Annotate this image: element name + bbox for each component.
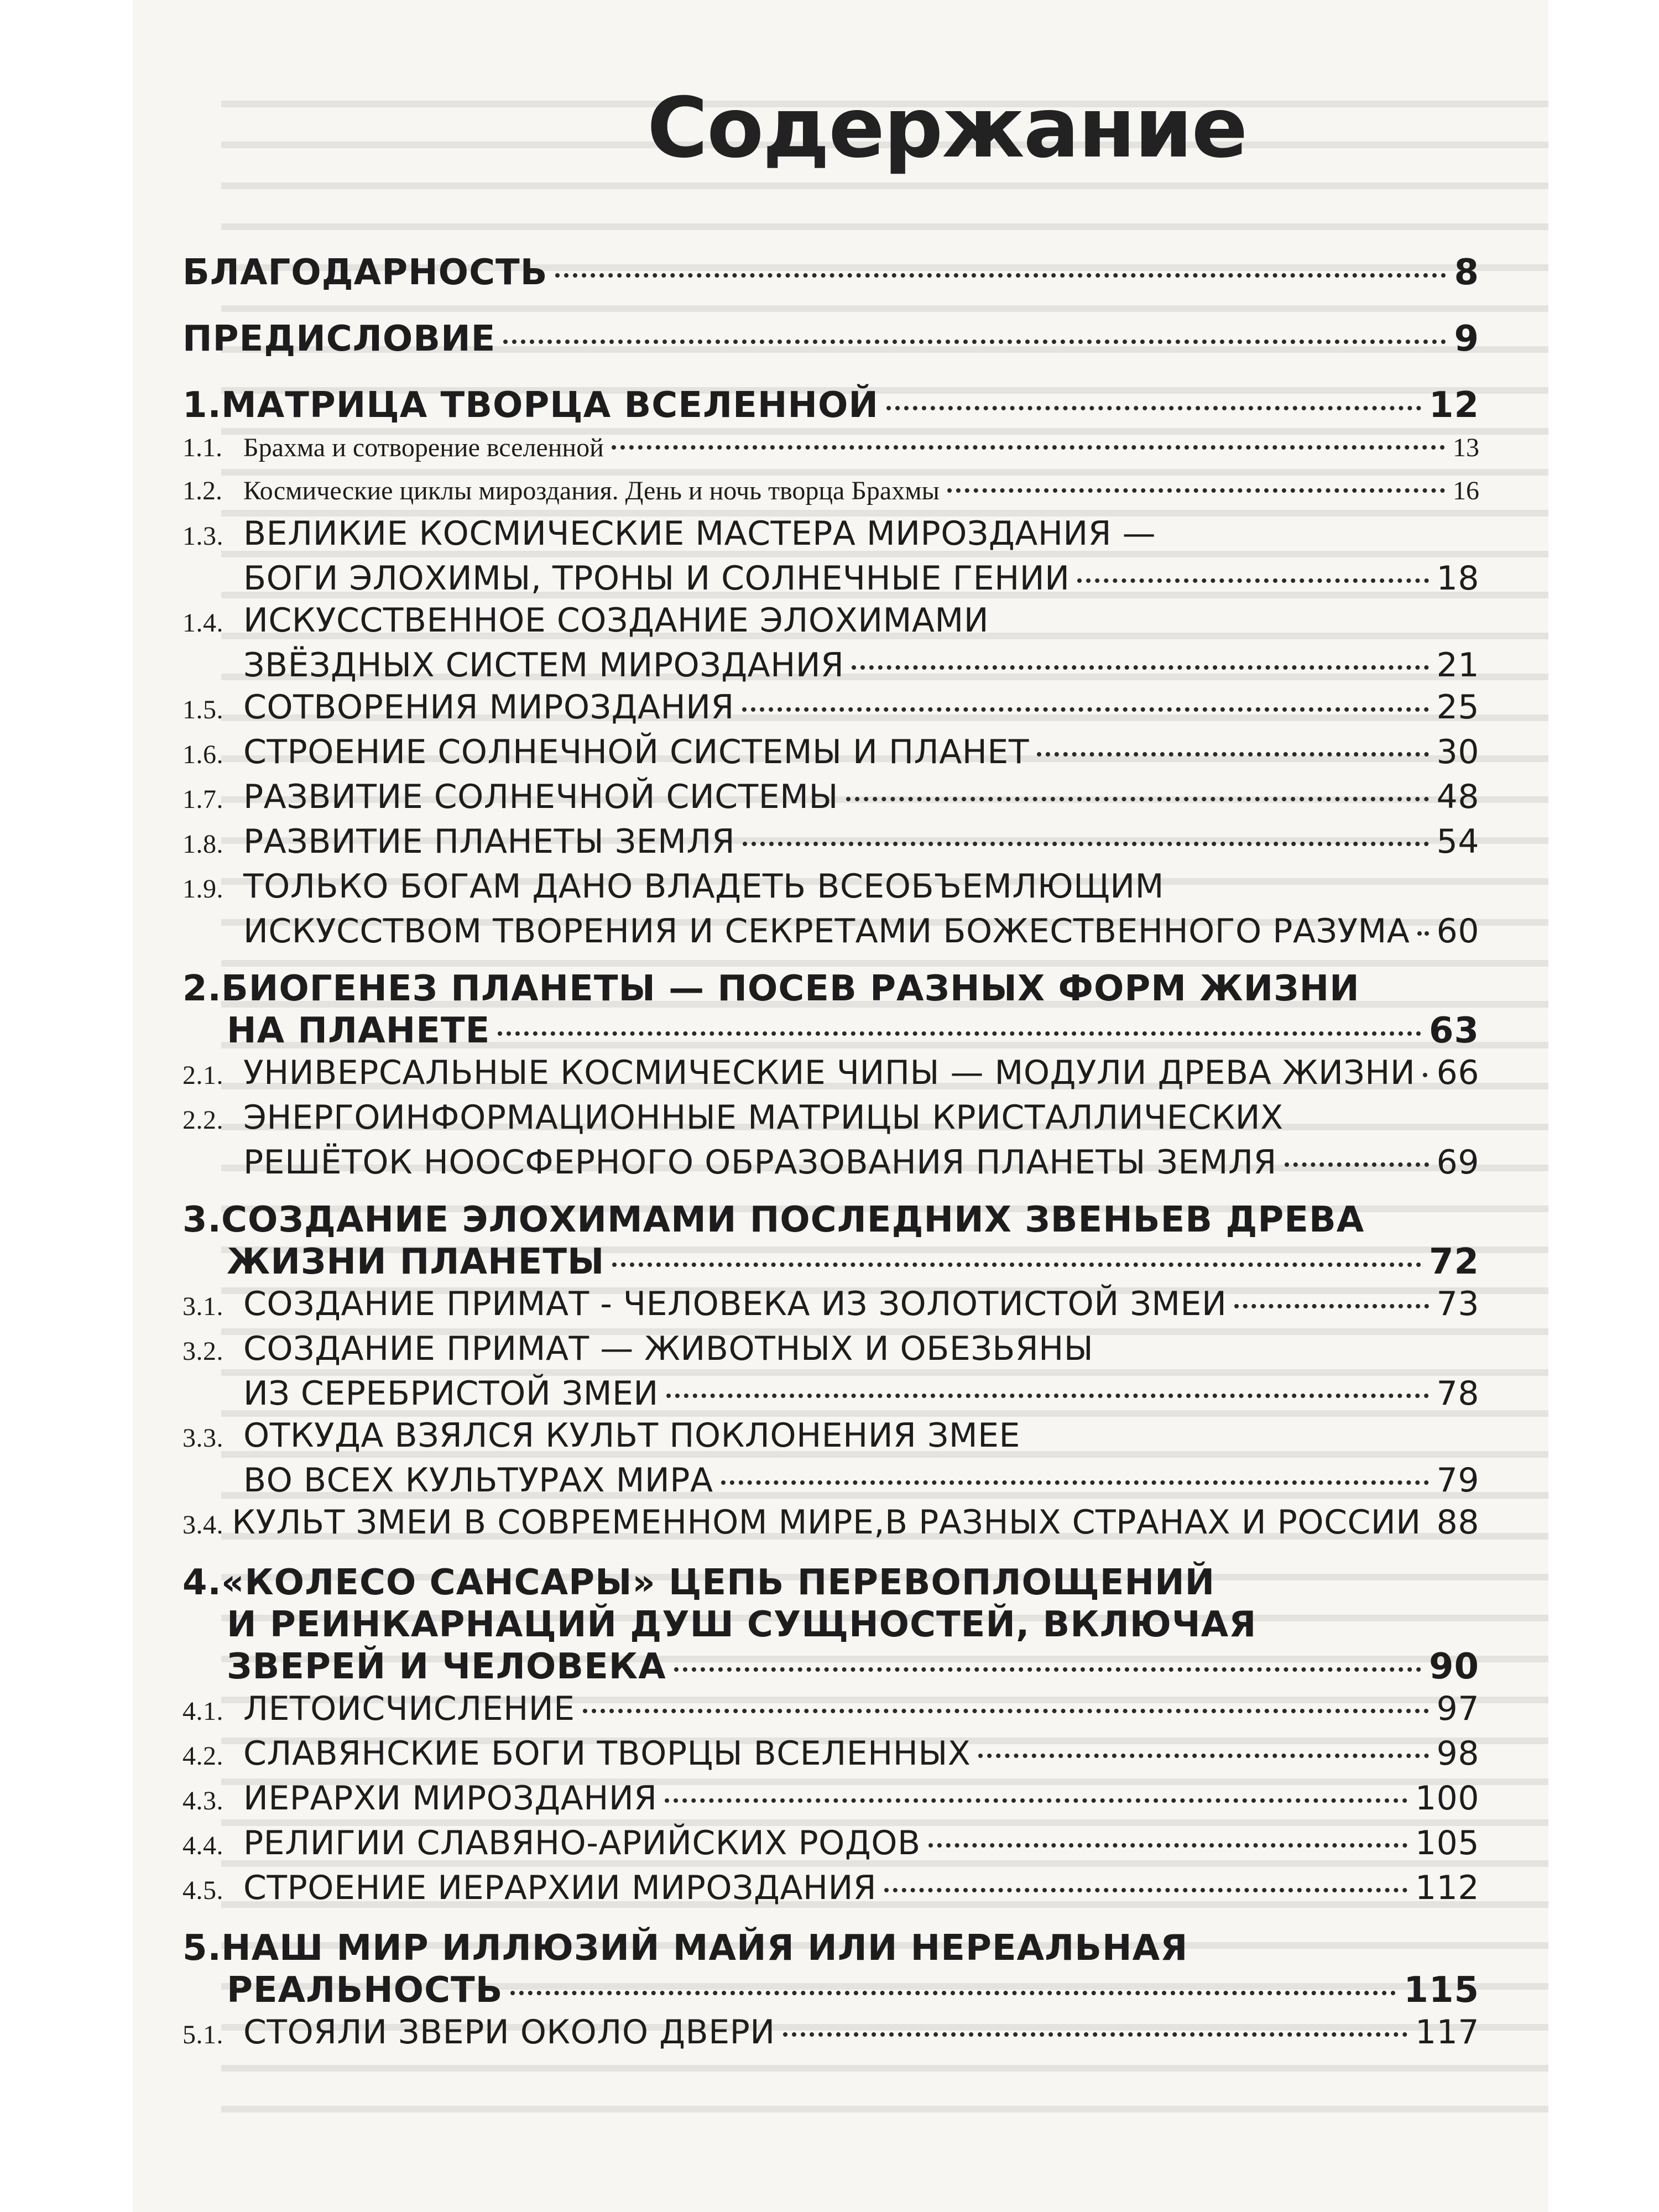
toc-page-number: 117 [1415, 2013, 1479, 2052]
toc-page-number: 105 [1415, 1824, 1479, 1863]
toc-number: 4.2. [182, 1741, 223, 1771]
toc-entry-title-line: ЭНЕРГОИНФОРМАЦИОННЫЕ МАТРИЦЫ КРИСТАЛЛИЧЕСКИХ [243, 1098, 1284, 1137]
toc-number: 1.2. [182, 476, 222, 505]
toc-page-number: 88 [1436, 1503, 1479, 1542]
toc-section-continuation [182, 910, 1479, 952]
toc-number: 4.3. [182, 1786, 223, 1815]
toc-entry-title-line: ИСКУССТВЕННОЕ СОЗДАНИЕ ЭЛОХИМАМИ [243, 601, 989, 640]
toc-section [182, 1733, 1479, 1777]
toc-number: 1.8. [182, 830, 223, 859]
toc-section-continuation [182, 557, 1479, 599]
dot-leader [1234, 1304, 1428, 1308]
dot-leader [947, 488, 1445, 493]
toc-entry-title-line: НАШ МИР ИЛЛЮЗИЙ МАЙЯ ИЛИ НЕРЕАЛЬНАЯ [221, 1928, 1188, 1969]
toc-entry-title: СТОЯЛИ ЗВЕРИ ОКОЛО ДВЕРИ [243, 2013, 775, 2052]
page-title: Содержание [647, 80, 1247, 176]
toc-section [182, 1688, 1479, 1733]
dot-leader [583, 1709, 1429, 1713]
toc-page-number: 9 [1454, 319, 1479, 359]
toc-entry-title-line: ВО ВСЕХ КУЛЬТУРАХ МИРА [243, 1461, 713, 1500]
toc-entry-title: ПРЕДИСЛОВИЕ [182, 319, 496, 359]
toc-chapter-continuation [182, 1969, 1479, 2011]
toc-number: 3. [182, 1199, 222, 1240]
toc-entry-title: Космические циклы мироздания. День и ночь творца Брахмы [243, 476, 940, 505]
toc-entry-title-line: ЗВЕРЕЙ И ЧЕЛОВЕКА [227, 1646, 666, 1687]
dot-leader [1285, 1162, 1429, 1167]
toc-number: 1.6. [182, 740, 223, 769]
toc-chapter [182, 968, 1479, 1010]
dot-leader [510, 1991, 1396, 1995]
toc-section [182, 731, 1479, 776]
toc-number: 2.1. [182, 1061, 223, 1090]
toc-entry-title-line: «КОЛЕСО САНСАРЫ» ЦЕПЬ ПЕРЕВОПЛОЩЕНИЙ [221, 1562, 1215, 1603]
toc-page-number: 97 [1436, 1689, 1479, 1728]
toc-page-number: 48 [1436, 778, 1479, 816]
toc-page-number: 98 [1436, 1734, 1479, 1773]
toc-entry-title: СТРОЕНИЕ ИЕРАРХИИ МИРОЗДАНИЯ [243, 1869, 877, 1907]
toc-entry-title-line: ИЗ СЕРЕБРИСТОЙ ЗМЕИ [243, 1374, 659, 1413]
toc-entry-title: Брахма и сотворение вселенной [243, 433, 604, 462]
toc-section [182, 426, 1479, 469]
toc-page-number: 112 [1415, 1869, 1479, 1907]
toc-page-number: 21 [1436, 646, 1479, 685]
dot-leader [886, 406, 1421, 410]
toc-chapter [182, 1562, 1479, 1604]
toc-number: 1.5. [182, 695, 223, 724]
toc-chapter-continuation [182, 1010, 1479, 1052]
toc-page-number: 63 [1428, 1010, 1479, 1051]
toc-entry-title: БЛАГОДАРНОСТЬ [182, 252, 548, 293]
toc-page-number: 69 [1436, 1143, 1479, 1182]
toc-number: 1.7. [182, 785, 223, 814]
toc-section [182, 2011, 1479, 2056]
toc-section [182, 1283, 1479, 1328]
toc-number: 1.9. [182, 874, 223, 904]
dot-leader [852, 665, 1428, 670]
toc-entry-title-line: ИСКУССТВОМ ТВОРЕНИЯ И СЕКРЕТАМИ БОЖЕСТВЕННОГО РАЗУМА [243, 912, 1410, 951]
dot-leader [928, 1843, 1407, 1848]
dot-leader [612, 1262, 1421, 1267]
toc-number: 3.3. [182, 1423, 223, 1453]
toc-section [182, 1097, 1479, 1141]
dot-leader [555, 273, 1446, 278]
toc-entry-title: РАЗВИТИЕ СОЛНЕЧНОЙ СИСТЕМЫ [243, 778, 838, 816]
toc-page-number: 79 [1436, 1461, 1479, 1500]
toc-section [182, 599, 1479, 644]
toc-number: 1.4. [182, 608, 223, 638]
toc-entry-title-line: БОГИ ЭЛОХИМЫ, ТРОНЫ И СОЛНЕЧНЫЕ ГЕНИИ [243, 559, 1070, 598]
toc-entry-title: СЛАВЯНСКИЕ БОГИ ТВОРЦЫ ВСЕЛЕННЫХ [243, 1734, 971, 1773]
dot-leader [674, 1667, 1421, 1672]
toc-section [182, 776, 1479, 821]
dot-leader [742, 707, 1429, 712]
toc-entry-title: СОТВОРЕНИЯ МИРОЗДАНИЯ [243, 688, 734, 727]
dot-leader [503, 340, 1446, 344]
toc-entry [182, 318, 1479, 360]
toc-page-number: 90 [1428, 1646, 1479, 1687]
toc-entry-title-line: ЖИЗНИ ПЛАНЕТЫ [227, 1241, 605, 1282]
toc-page-number: 115 [1404, 1970, 1479, 2011]
dot-leader [498, 1031, 1421, 1036]
toc-number: 5. [182, 1928, 222, 1969]
dot-leader [978, 1754, 1428, 1758]
dot-leader [884, 1888, 1407, 1892]
toc-section-continuation [182, 1459, 1479, 1501]
toc-number: 1.1. [182, 433, 222, 462]
toc-section [182, 1867, 1479, 1912]
toc-entry-title-line: ОТКУДА ВЗЯЛСЯ КУЛЬТ ПОКЛОНЕНИЯ ЗМЕЕ [243, 1416, 1020, 1455]
toc-entry-title: КУЛЬТ ЗМЕИ В СОВРЕМЕННОМ МИРЕ,В РАЗНЫХ СТРАНАХ И РОССИИ [232, 1503, 1421, 1542]
toc-chapter [182, 1199, 1479, 1241]
toc-entry-title: РЕЛИГИИ СЛАВЯНО-АРИЙСКИХ РОДОВ [243, 1824, 921, 1863]
dot-leader [743, 842, 1428, 846]
toc-page-number: 16 [1453, 476, 1479, 505]
toc-chapter-continuation [182, 1241, 1479, 1283]
dot-leader [1423, 1073, 1428, 1077]
dot-leader [1417, 931, 1428, 936]
toc-section-continuation [182, 644, 1479, 686]
toc-page-number: 60 [1436, 912, 1479, 951]
toc-chapter [182, 1927, 1479, 1969]
toc-number: 5.1. [182, 2020, 223, 2049]
toc-entry-title: МАТРИЦА ТВОРЦА ВСЕЛЕННОЙ [221, 385, 879, 426]
toc-entry-title-line: ЗВЁЗДНЫХ СИСТЕМ МИРОЗДАНИЯ [243, 646, 844, 685]
toc-page-number: 12 [1428, 385, 1479, 426]
toc-section [182, 1501, 1479, 1546]
toc-entry-title: ЛЕТОИСЧИСЛЕНИЕ [243, 1689, 575, 1728]
toc-section [182, 469, 1479, 513]
toc-section-continuation [182, 1141, 1479, 1183]
toc-number: 4.5. [182, 1876, 223, 1905]
toc-chapter-continuation [182, 1604, 1479, 1646]
toc-number: 1.3. [182, 521, 223, 551]
toc-page-number: 54 [1436, 822, 1479, 861]
toc-number: 3.4. [182, 1510, 223, 1540]
toc-section [182, 1822, 1479, 1867]
toc-section [182, 865, 1479, 910]
toc-page-number: 100 [1415, 1779, 1479, 1818]
toc-number: 2.2. [182, 1105, 223, 1135]
toc-number: 4.1. [182, 1697, 223, 1726]
toc-entry-title: РАЗВИТИЕ ПЛАНЕТЫ ЗЕМЛЯ [243, 822, 735, 861]
toc-entry-title-line: И РЕИНКАРНАЦИЙ ДУШ СУЩНОСТЕЙ, ВКЛЮЧАЯ [227, 1604, 1257, 1645]
toc-section [182, 821, 1479, 865]
dot-leader [846, 797, 1429, 801]
dot-leader [612, 445, 1445, 450]
dot-leader [666, 1394, 1429, 1398]
toc-section [182, 1415, 1479, 1459]
toc-entry-title-line: ВЕЛИКИЕ КОСМИЧЕСКИЕ МАСТЕРА МИРОЗДАНИЯ — [243, 514, 1156, 553]
toc-page-number: 66 [1436, 1053, 1479, 1092]
toc-entry [182, 252, 1479, 294]
toc-entry-title-line: РЕШЁТОК НООСФЕРНОГО ОБРАЗОВАНИЯ ПЛАНЕТЫ ЗЕМЛЯ [243, 1143, 1277, 1182]
toc-section [182, 513, 1479, 557]
toc-chapter-continuation [182, 1646, 1479, 1688]
toc-page-number: 18 [1436, 559, 1479, 598]
toc-entry-title: ИЕРАРХИ МИРОЗДАНИЯ [243, 1779, 658, 1818]
toc-entry-title: СТРОЕНИЕ СОЛНЕЧНОЙ СИСТЕМЫ И ПЛАНЕТ [243, 733, 1029, 771]
toc-section [182, 686, 1479, 731]
toc-entry-title-line: СОЗДАНИЕ ПРИМАТ — ЖИВОТНЫХ И ОБЕЗЬЯНЫ [243, 1329, 1094, 1368]
toc-number: 4. [182, 1562, 222, 1603]
toc-entry-title-line: БИОГЕНЕЗ ПЛАНЕТЫ — ПОСЕВ РАЗНЫХ ФОРМ ЖИЗНИ [221, 968, 1360, 1009]
toc-number: 3.2. [182, 1337, 223, 1366]
toc-page-number: 72 [1428, 1241, 1479, 1282]
toc-entry-title-line: НА ПЛАНЕТЕ [227, 1010, 491, 1051]
toc-entry-title: УНИВЕРСАЛЬНЫЕ КОСМИЧЕСКИЕ ЧИПЫ — МОДУЛИ ДРЕВА ЖИЗНИ [243, 1053, 1416, 1092]
dot-leader [1037, 752, 1429, 757]
toc-entry-title-line: СОЗДАНИЕ ЭЛОХИМАМИ ПОСЛЕДНИХ ЗВЕНЬЕВ ДРЕВА [221, 1199, 1365, 1240]
toc-entry-title: СОЗДАНИЕ ПРИМАТ - ЧЕЛОВЕКА ИЗ ЗОЛОТИСТОЙ ЗМЕИ [243, 1285, 1227, 1323]
toc-page-number: 73 [1436, 1285, 1479, 1323]
dot-leader [783, 2032, 1407, 2037]
toc-section [182, 1777, 1479, 1822]
toc-number: 1. [182, 385, 222, 426]
toc-entry-title-line: ТОЛЬКО БОГАМ ДАНО ВЛАДЕТЬ ВСЕОБЪЕМЛЮЩИМ [243, 867, 1164, 906]
toc-page-number: 13 [1453, 433, 1479, 462]
toc-number: 4.4. [182, 1831, 223, 1860]
toc-section-continuation [182, 1373, 1479, 1415]
table-of-contents [182, 252, 1479, 2056]
toc-section [182, 1328, 1479, 1373]
dot-leader [1077, 578, 1428, 583]
dot-leader [721, 1480, 1429, 1485]
toc-page-number: 8 [1454, 252, 1479, 293]
toc-entry-title-line: РЕАЛЬНОСТЬ [227, 1970, 503, 2011]
toc-section [182, 1052, 1479, 1097]
toc-number: 2. [182, 968, 222, 1009]
toc-page-number: 25 [1436, 688, 1479, 727]
toc-page-number: 30 [1436, 733, 1479, 771]
toc-chapter [182, 384, 1479, 426]
dot-leader [665, 1798, 1407, 1803]
toc-number: 3.1. [182, 1292, 223, 1321]
toc-page-number: 78 [1436, 1374, 1479, 1413]
